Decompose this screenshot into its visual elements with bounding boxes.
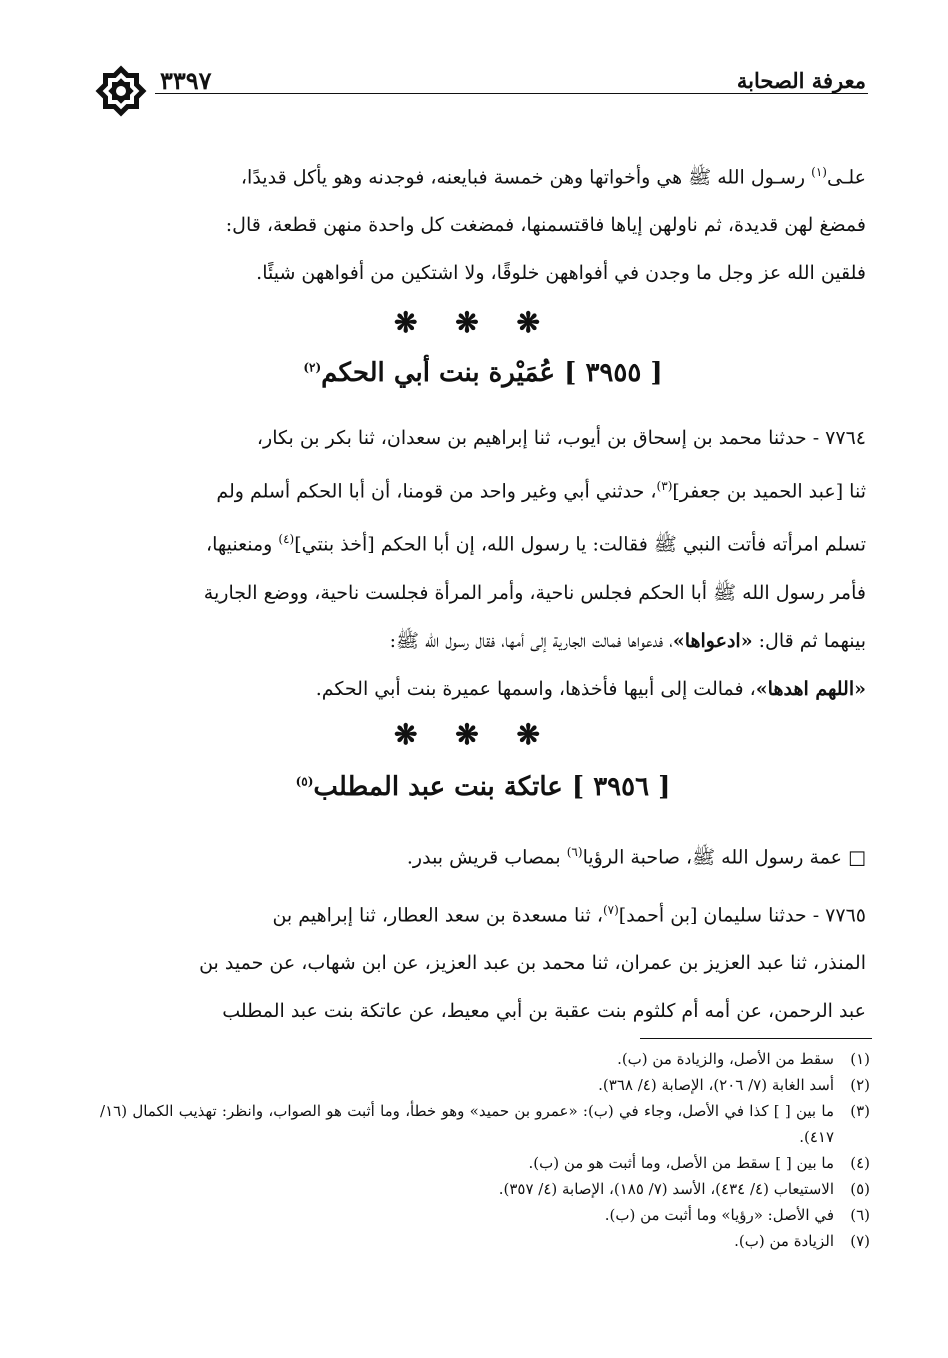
entry-heading-3955: [ ٣٩٥٥ ] عُمَيْرة بنت أبي الحكم$^{(٢)}$ [303,358,663,388]
text-line: ٧٧٦٥ - حدثنا سليمان [بن أحمد]$^{(٧)}$، ثنا مسعدة بن سعد العطار، ثنا إبراهيم بن [272,903,866,927]
footnote-ref: (٣) [656,479,673,493]
text-line: □ عمة رسول الله ﷺ، صاحبة الرؤيا$^{(٦)}$ بمصاب قريش ببدر. [406,845,866,869]
entry-heading-3956: [ ٣٩٥٦ ] عاتكة بنت عبد المطلب$^{(٥)}$ [295,772,671,802]
footnote-ref: (٥) [295,774,314,789]
footnote-ref: (٦) [566,845,583,859]
hadith-7764 [100,414,866,713]
footnote: (٣) ما بين [ ] كذا في الأصل، وجاء في (ب): «عمرو بن حميد» وهو خطأ، وما أثبت هو الصواب، وانظر: تهذيب الكمال (١٦/ ٤١٧). [100,1102,870,1146]
text-line: فمضغ لهن قديدة، ثم ناولهن إياها فاقتسمنها، فمضغت كل واحدة منهن قطعة، قال: [225,214,866,237]
footnote-ref: (٤) [278,532,295,547]
footnote: (٢) أسد الغابة (٧/ ٢٠٦)، الإصابة (٤/ ٣٦٨). [598,1076,870,1094]
footnote: (١) سقط من الأصل، والزيادة من (ب). [617,1050,870,1068]
page-number: ٣٣٩٧ [160,66,212,95]
entry-description [100,828,866,881]
text-line: «اللهم اهدها»، فمالت إلى أبيها فأخذها، واسمها عميرة بنت أبي الحكم. [315,677,866,700]
section-separator: ❋ ❋ ❋ [394,718,554,751]
text-line: فلقين الله عز وجل ما وجدن في أفواههن خلوقًا، ولا اشتكين من أفواههن شيئًا. [256,262,866,285]
quoted-speech: «اللهم اهدها» [755,677,866,700]
quoted-speech: «ادعواها» [672,629,753,652]
footnote-ref: (١) [811,165,827,179]
text-line: ٧٧٦٤ - حدثنا محمد بن إسحاق بن أيوب، ثنا إبراهيم بن سعدان، ثنا بكر بن بكار، [256,427,866,449]
paragraph-continued [100,148,866,297]
header-rule [155,93,868,94]
text-line: تسلم امرأته فأتت النبي ﷺ فقالت: يا رسول الله، إن أبا الحكم [أخذ بنتي]$^{(٤)}$ ومنعنيها، [205,532,866,556]
square-bullet-icon: □ [848,846,866,869]
footnotes [100,1046,870,1254]
footnote: (٧) الزيادة من (ب). [734,1232,870,1250]
text-line: علـى$^{(١)}$ رسـول الله ﷺ هي وأخواتها وهن خمسة فبايعنه، فوجدنه وهو يأكل قديدًا، [240,165,866,189]
footnote-rule [640,1038,872,1039]
running-title: معرفة الصحابة [736,68,866,93]
text-line: فأمر رسول الله ﷺ أبا الحكم فجلس ناحية، وأمر المرأة فجلست ناحية، ووضع الجارية [203,581,866,604]
footnote-ref: (٧) [602,903,619,917]
footnote: (٥) الاستيعاب (٤/ ٤٣٤)، الأسد (٧/ ١٨٥)، الإصابة (٤/ ٣٥٧). [498,1180,870,1198]
hadith-7765 [100,886,866,1035]
star-ornament-icon [90,60,152,122]
section-separator: ❋ ❋ ❋ [394,306,554,339]
footnote-ref: (٢) [303,360,322,375]
text-line: عبد الرحمن، عن أمه أم كلثوم بنت عقبة بن أبي معيط، عن عاتكة بنت عبد المطلب [222,1000,866,1023]
footnote: (٦) في الأصل: «رؤيا» وما أثبت من (ب). [604,1206,870,1224]
text-line: بينهما ثم قال: «ادعواها»، فدعواها فمالت الجارية إلى أمها، فقال رسول الله ﷺ: [389,629,866,652]
text-line: ثنا [عبد الحميد بن جعفر]$^{(٣)}$، حدثني أبي وغير واحد من قومنا، أن أبا الحكم أسلم ولم [216,479,866,503]
text-line: المنذر، ثنا عبد العزيز بن عمران، ثنا محمد بن عبد العزيز، عن ابن شهاب، عن حميد بن [199,952,866,975]
footnote: (٤) ما بين [ ] سقط من الأصل، وما أثبت هو من (ب). [528,1154,870,1172]
